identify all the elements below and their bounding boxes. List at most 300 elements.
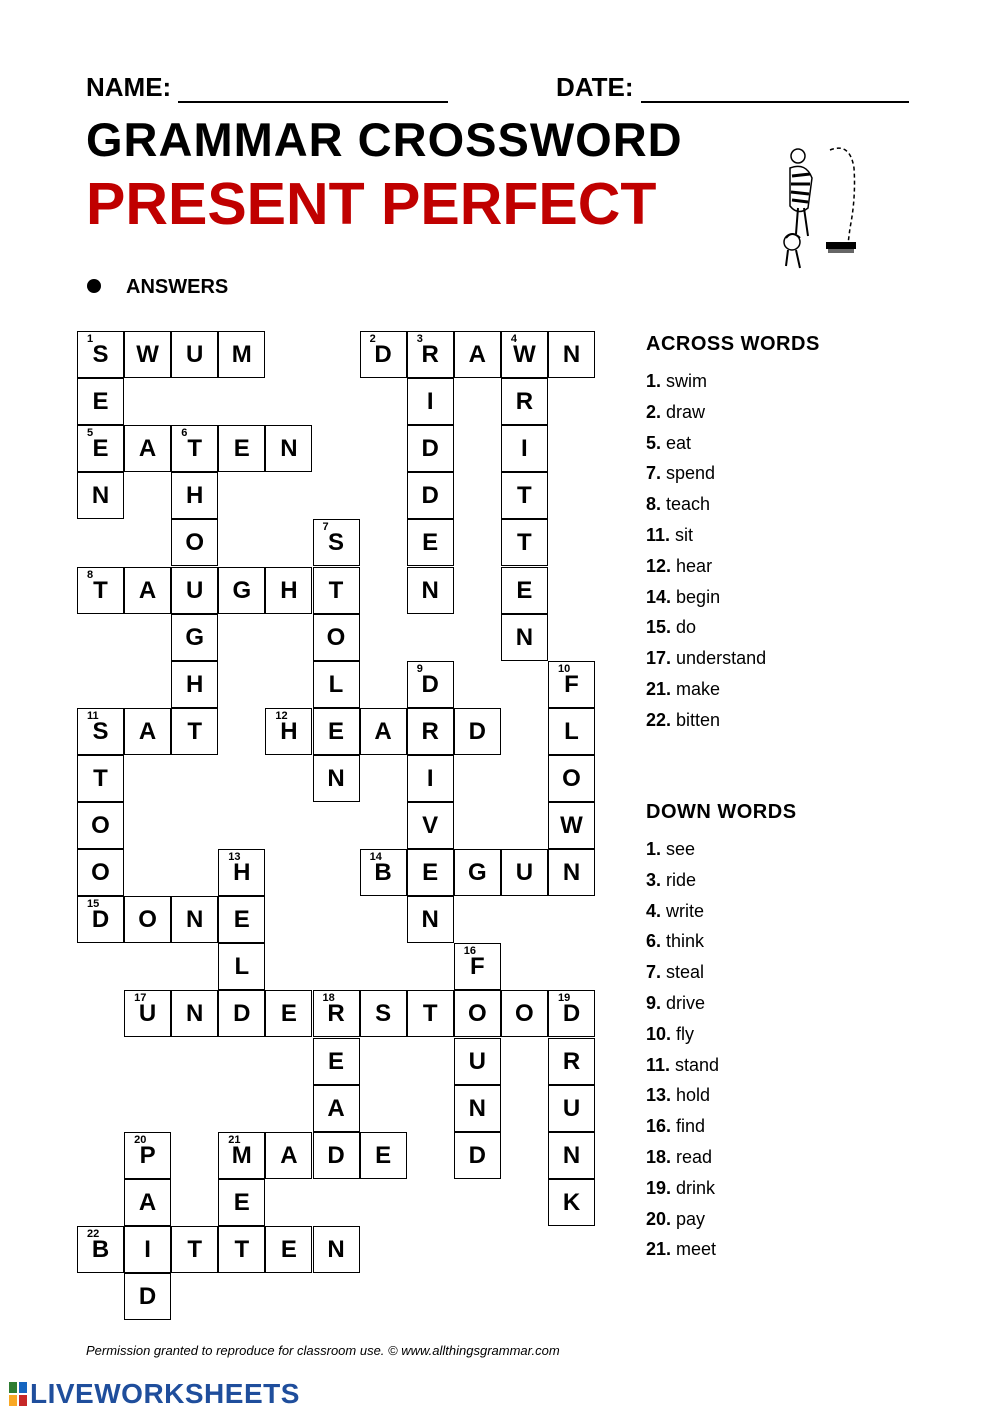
clue-item bbox=[646, 834, 797, 865]
crossword-cell[interactable] bbox=[548, 802, 595, 849]
cell-letter: O bbox=[138, 906, 157, 934]
cell-letter: D bbox=[233, 1000, 251, 1028]
crossword-cell[interactable] bbox=[218, 1132, 265, 1179]
crossword-cell[interactable] bbox=[265, 1132, 312, 1179]
clue-item-number: 18. bbox=[646, 1146, 672, 1167]
clue-item-number: 8. bbox=[646, 494, 662, 515]
cell-letter: A bbox=[374, 717, 392, 745]
crossword-cell[interactable] bbox=[171, 1226, 218, 1273]
crossword-cell[interactable] bbox=[265, 1226, 312, 1273]
clue-number: 6 bbox=[181, 427, 188, 440]
cell-letter: R bbox=[421, 717, 439, 745]
cell-letter: E bbox=[516, 576, 533, 604]
cell-letter: A bbox=[138, 1188, 157, 1216]
crossword-cell[interactable] bbox=[407, 519, 454, 566]
clue-item-text: hold bbox=[671, 1085, 711, 1106]
cell-letter: E bbox=[233, 906, 250, 934]
clue-item-text: ride bbox=[661, 869, 697, 890]
crossword-cell[interactable] bbox=[407, 472, 454, 519]
crossword-cell[interactable] bbox=[313, 990, 360, 1037]
crossword-cell[interactable] bbox=[171, 472, 218, 519]
crossword-cell[interactable] bbox=[360, 849, 407, 896]
cell-letter: T bbox=[422, 1000, 438, 1028]
cell-letter: A bbox=[468, 341, 486, 368]
across-heading: ACROSS WORDS bbox=[646, 333, 820, 355]
clue-number: 2 bbox=[369, 333, 376, 345]
cell-letter: T bbox=[187, 717, 203, 745]
cell-letter: H bbox=[280, 717, 298, 745]
clue-item-text: see bbox=[661, 839, 696, 859]
crossword-cell[interactable] bbox=[501, 990, 548, 1037]
crossword-cell[interactable] bbox=[407, 802, 454, 849]
crossword-cell[interactable] bbox=[548, 1179, 595, 1226]
cell-letter: N bbox=[186, 906, 204, 934]
across-list bbox=[646, 366, 820, 736]
cell-letter: G bbox=[467, 859, 487, 887]
cell-letter: M bbox=[231, 1141, 252, 1169]
down-list bbox=[646, 834, 797, 1265]
crossword-cell[interactable] bbox=[548, 990, 595, 1037]
clue-item-number: 21. bbox=[646, 678, 672, 699]
crossword-cell[interactable] bbox=[124, 708, 171, 755]
crossword-cell[interactable] bbox=[171, 331, 218, 378]
crossword-cell[interactable] bbox=[313, 614, 360, 661]
cell-letter: N bbox=[515, 623, 534, 651]
crossword-cell[interactable] bbox=[454, 1085, 501, 1132]
clue-item-number: 22. bbox=[646, 709, 672, 730]
clue-item-text: bitten bbox=[671, 709, 721, 730]
name-field[interactable] bbox=[86, 72, 448, 103]
clue-item-text: begin bbox=[671, 586, 721, 607]
crossword-cell[interactable] bbox=[407, 661, 454, 708]
date-line[interactable] bbox=[641, 79, 909, 103]
name-line[interactable] bbox=[178, 79, 448, 103]
cell-letter: R bbox=[327, 1000, 345, 1028]
clue-number: 15 bbox=[87, 898, 100, 911]
crossword-cell[interactable] bbox=[218, 990, 265, 1037]
clue-item-number: 11. bbox=[646, 524, 671, 545]
down-heading: DOWN WORDS bbox=[646, 801, 797, 823]
crossword-cell[interactable] bbox=[407, 331, 454, 378]
clue-item-text: sit bbox=[670, 524, 694, 545]
clue-item-number: 7. bbox=[646, 463, 662, 484]
crossword-cell[interactable] bbox=[218, 567, 265, 614]
crossword-cell[interactable] bbox=[313, 1226, 360, 1273]
cell-letter: B bbox=[374, 859, 392, 887]
clue-item-number: 15. bbox=[646, 617, 672, 638]
clue-item-text: teach bbox=[661, 494, 711, 515]
clue-item-text: swim bbox=[661, 371, 708, 391]
crossword-cell[interactable] bbox=[548, 331, 595, 378]
crossword-cell[interactable] bbox=[171, 661, 218, 708]
cell-letter: S bbox=[92, 717, 109, 745]
clue-item-text: draw bbox=[661, 401, 706, 422]
cell-letter: D bbox=[327, 1141, 345, 1169]
crossword-cell[interactable] bbox=[77, 425, 124, 472]
cell-letter: R bbox=[562, 1047, 581, 1075]
crossword-cell[interactable] bbox=[313, 708, 360, 755]
cell-letter: W bbox=[136, 341, 159, 368]
crossword-cell[interactable] bbox=[171, 990, 218, 1037]
clue-item-number: 7. bbox=[646, 962, 662, 983]
crossword-cell[interactable] bbox=[407, 708, 454, 755]
clue-item-text: spend bbox=[661, 463, 716, 484]
cell-letter: T bbox=[187, 435, 203, 463]
clue-item-text: find bbox=[671, 1116, 706, 1137]
crossword-cell[interactable] bbox=[77, 708, 124, 755]
crossword-cell[interactable] bbox=[77, 1226, 124, 1273]
crossword-cell[interactable] bbox=[501, 378, 548, 425]
cell-letter: T bbox=[517, 482, 532, 510]
crossword-cell[interactable] bbox=[407, 849, 454, 896]
crossword-cell[interactable] bbox=[454, 849, 501, 896]
clue-item bbox=[646, 582, 820, 613]
clue-item-text: understand bbox=[671, 648, 767, 669]
clue-item-text: read bbox=[671, 1146, 713, 1167]
cell-letter: U bbox=[515, 859, 534, 887]
clue-item bbox=[646, 674, 820, 705]
crossword-cell[interactable] bbox=[218, 331, 265, 378]
crossword-cell[interactable] bbox=[501, 519, 548, 566]
cell-letter: F bbox=[564, 670, 579, 698]
clue-item bbox=[646, 1204, 797, 1235]
cell-letter: H bbox=[280, 576, 298, 604]
cell-letter: O bbox=[562, 764, 581, 792]
cell-letter: T bbox=[187, 1235, 203, 1263]
crossword-cell[interactable] bbox=[548, 661, 595, 708]
crossword-cell[interactable] bbox=[265, 708, 312, 755]
crossword-cell[interactable] bbox=[548, 755, 595, 802]
crossword-cell[interactable] bbox=[501, 567, 548, 614]
crossword-cell[interactable] bbox=[218, 1179, 265, 1226]
clue-item-number: 20. bbox=[646, 1208, 672, 1229]
cell-letter: N bbox=[562, 341, 581, 368]
clue-item bbox=[646, 896, 797, 927]
cell-letter: D bbox=[374, 341, 392, 368]
clue-item-number: 17. bbox=[646, 648, 672, 669]
cell-letter: O bbox=[91, 859, 110, 887]
cell-letter: U bbox=[562, 1094, 581, 1122]
clue-item-text: make bbox=[671, 678, 721, 699]
diver-illustration bbox=[768, 138, 868, 278]
clue-item bbox=[646, 988, 797, 1019]
cell-letter: W bbox=[513, 341, 536, 368]
liveworksheets-logo[interactable] bbox=[8, 1378, 300, 1410]
crossword-cell[interactable] bbox=[548, 1038, 595, 1085]
crossword-cell[interactable] bbox=[124, 567, 171, 614]
cell-letter: A bbox=[138, 717, 157, 745]
cell-letter: R bbox=[515, 388, 534, 416]
cell-letter: E bbox=[422, 529, 439, 557]
crossword-cell[interactable] bbox=[77, 472, 124, 519]
cell-letter: S bbox=[327, 529, 344, 557]
clue-item-text: drive bbox=[661, 992, 706, 1013]
crossword-cell[interactable] bbox=[454, 1038, 501, 1085]
clue-item bbox=[646, 489, 820, 520]
crossword-cell[interactable] bbox=[124, 896, 171, 943]
cell-letter: R bbox=[421, 341, 439, 368]
cell-letter: N bbox=[468, 1094, 486, 1122]
crossword-cell[interactable] bbox=[454, 943, 501, 990]
cell-letter: L bbox=[328, 670, 344, 698]
crossword-cell[interactable] bbox=[501, 331, 548, 378]
crossword-cell[interactable] bbox=[77, 755, 124, 802]
cell-letter: I bbox=[426, 388, 434, 416]
crossword-cell[interactable] bbox=[548, 708, 595, 755]
cell-letter: O bbox=[326, 623, 346, 651]
clue-number: 16 bbox=[463, 945, 477, 958]
cell-letter: U bbox=[186, 341, 204, 368]
clue-number: 11 bbox=[87, 709, 99, 722]
crossword-cell[interactable] bbox=[313, 1132, 360, 1179]
clue-item-text: pay bbox=[671, 1208, 706, 1229]
across-clues bbox=[646, 333, 820, 736]
crossword-cell[interactable] bbox=[265, 425, 312, 472]
clue-item-text: stand bbox=[670, 1054, 720, 1075]
crossword-cell[interactable] bbox=[407, 567, 454, 614]
clue-item-number: 1. bbox=[646, 839, 662, 859]
crossword-cell[interactable] bbox=[171, 519, 218, 566]
clue-item bbox=[646, 865, 797, 896]
crossword-cell[interactable] bbox=[171, 708, 218, 755]
cell-letter: O bbox=[185, 529, 205, 557]
crossword-cell[interactable] bbox=[454, 990, 501, 1037]
cell-letter: L bbox=[564, 717, 579, 745]
crossword-cell[interactable] bbox=[360, 708, 407, 755]
crossword-cell[interactable] bbox=[171, 425, 218, 472]
clue-item-number: 19. bbox=[646, 1177, 672, 1198]
cell-letter: N bbox=[327, 764, 345, 792]
crossword-cell[interactable] bbox=[407, 896, 454, 943]
crossword-cell[interactable] bbox=[171, 567, 218, 614]
cell-letter: E bbox=[280, 1235, 297, 1263]
crossword-cell[interactable] bbox=[77, 331, 124, 378]
page-title: GRAMMAR CROSSWORD bbox=[86, 113, 683, 166]
clue-item bbox=[646, 1111, 797, 1142]
clue-number: 5 bbox=[87, 427, 94, 440]
date-label: DATE: bbox=[556, 72, 634, 102]
crossword-cell[interactable] bbox=[124, 1273, 171, 1320]
footer-permission: Permission granted to reproduce for classroom use. © www.allthingsgrammar.com bbox=[86, 1343, 560, 1358]
cell-letter: E bbox=[280, 1000, 297, 1028]
clue-number: 19 bbox=[558, 992, 571, 1005]
cell-letter: T bbox=[93, 576, 108, 604]
clue-item bbox=[646, 1050, 797, 1081]
cell-letter: A bbox=[138, 576, 157, 604]
crossword-cell[interactable] bbox=[313, 519, 360, 566]
clue-item-text: write bbox=[661, 900, 705, 921]
crossword-cell[interactable] bbox=[407, 425, 454, 472]
crossword-cell[interactable] bbox=[77, 896, 124, 943]
cell-letter: D bbox=[562, 1000, 581, 1028]
crossword-cell[interactable] bbox=[454, 331, 501, 378]
cell-letter: U bbox=[468, 1047, 486, 1075]
cell-letter: D bbox=[138, 1283, 157, 1310]
clue-item bbox=[646, 428, 820, 459]
cell-letter: H bbox=[186, 482, 204, 510]
cell-letter: H bbox=[233, 859, 251, 887]
cell-letter: T bbox=[328, 576, 344, 604]
clue-item bbox=[646, 551, 820, 582]
crossword-cell[interactable] bbox=[124, 331, 171, 378]
cell-letter: N bbox=[186, 1000, 204, 1028]
crossword-cell[interactable] bbox=[360, 990, 407, 1037]
crossword-cell[interactable] bbox=[501, 425, 548, 472]
crossword-cell[interactable] bbox=[218, 1226, 265, 1273]
bullet-icon bbox=[87, 279, 101, 293]
cell-letter: D bbox=[421, 482, 439, 510]
cell-letter: S bbox=[92, 341, 109, 368]
clue-item bbox=[646, 458, 820, 489]
crossword-cell[interactable] bbox=[407, 990, 454, 1037]
crossword-cell[interactable] bbox=[218, 943, 265, 990]
cell-letter: O bbox=[467, 1000, 487, 1028]
cell-letter: N bbox=[421, 906, 439, 934]
cell-letter: L bbox=[234, 953, 250, 981]
clue-item bbox=[646, 1019, 797, 1050]
cell-letter: F bbox=[469, 953, 485, 981]
clue-item-number: 10. bbox=[646, 1023, 672, 1044]
clue-item bbox=[646, 957, 797, 988]
crossword-cell[interactable] bbox=[77, 378, 124, 425]
clue-item-text: drink bbox=[671, 1177, 716, 1198]
cell-letter: E bbox=[422, 859, 439, 887]
crossword-cell[interactable] bbox=[313, 1085, 360, 1132]
crossword-cell[interactable] bbox=[313, 661, 360, 708]
crossword-cell[interactable] bbox=[77, 567, 124, 614]
cell-letter: A bbox=[138, 435, 157, 463]
cell-letter: I bbox=[521, 435, 528, 463]
cell-letter: U bbox=[138, 1000, 157, 1028]
brand-text: LIVEWORKSHEETS bbox=[30, 1378, 300, 1409]
clue-item-text: fly bbox=[671, 1023, 695, 1044]
clue-number: 9 bbox=[416, 662, 423, 675]
clue-item bbox=[646, 643, 820, 674]
crossword-cell[interactable] bbox=[218, 425, 265, 472]
clue-item-number: 11. bbox=[646, 1054, 671, 1075]
clue-number: 7 bbox=[322, 521, 329, 534]
crossword-cell[interactable] bbox=[218, 896, 265, 943]
cell-letter: K bbox=[562, 1188, 581, 1216]
cell-letter: N bbox=[421, 576, 439, 604]
crossword-cell[interactable] bbox=[501, 472, 548, 519]
cell-letter: O bbox=[515, 1000, 534, 1028]
crossword-cell[interactable] bbox=[124, 425, 171, 472]
cell-letter: W bbox=[560, 812, 583, 839]
clue-item-text: think bbox=[661, 931, 705, 952]
cell-letter: M bbox=[231, 341, 252, 368]
crossword-cell[interactable] bbox=[265, 567, 312, 614]
clue-item-text: do bbox=[671, 617, 697, 638]
clue-number: 18 bbox=[322, 992, 335, 1005]
cell-letter: I bbox=[426, 764, 434, 792]
clue-item-text: steal bbox=[661, 962, 705, 983]
down-clues bbox=[646, 801, 797, 1265]
cell-letter: D bbox=[468, 1141, 486, 1169]
crossword-cell[interactable] bbox=[454, 1132, 501, 1179]
cell-letter: D bbox=[468, 717, 486, 745]
clue-item-text: eat bbox=[661, 432, 692, 453]
clue-item-number: 12. bbox=[646, 555, 672, 576]
cell-letter: E bbox=[92, 435, 109, 463]
cell-letter: P bbox=[139, 1141, 156, 1169]
cell-letter: N bbox=[91, 482, 110, 510]
clue-item-number: 2. bbox=[646, 401, 662, 422]
crossword-cell[interactable] bbox=[77, 802, 124, 849]
clue-number: 22 bbox=[87, 1227, 100, 1240]
crossword-cell[interactable] bbox=[407, 755, 454, 802]
clue-item bbox=[646, 366, 820, 397]
cell-letter: E bbox=[233, 1188, 250, 1216]
crossword-cell[interactable] bbox=[548, 1132, 595, 1179]
crossword-cell[interactable] bbox=[77, 849, 124, 896]
name-label: NAME: bbox=[86, 72, 172, 102]
cell-letter: G bbox=[185, 623, 205, 651]
crossword-cell[interactable] bbox=[171, 614, 218, 661]
clue-item-number: 5. bbox=[646, 432, 662, 453]
page-subtitle: PRESENT PERFECT bbox=[86, 171, 657, 237]
crossword-cell[interactable] bbox=[548, 1085, 595, 1132]
cell-letter: E bbox=[233, 435, 250, 463]
crossword-cell[interactable] bbox=[360, 1132, 407, 1179]
cell-letter: D bbox=[91, 906, 110, 934]
crossword-cell[interactable] bbox=[218, 849, 265, 896]
crossword-cell[interactable] bbox=[501, 849, 548, 896]
crossword-cell[interactable] bbox=[548, 849, 595, 896]
clue-item bbox=[646, 397, 820, 428]
liveworksheets-icon bbox=[8, 1381, 28, 1407]
cell-letter: I bbox=[144, 1235, 151, 1263]
crossword-cell[interactable] bbox=[501, 614, 548, 661]
clue-item-number: 4. bbox=[646, 900, 662, 921]
clue-number: 14 bbox=[369, 851, 382, 864]
clue-item-number: 16. bbox=[646, 1116, 672, 1137]
answers-label: ANSWERS bbox=[126, 276, 229, 298]
crossword-cell[interactable] bbox=[124, 1179, 171, 1226]
cell-letter: A bbox=[327, 1094, 345, 1122]
cell-letter: S bbox=[375, 1000, 392, 1028]
crossword-cell[interactable] bbox=[313, 1038, 360, 1085]
clue-item bbox=[646, 612, 820, 643]
clue-number: 1 bbox=[87, 333, 94, 345]
crossword-cell[interactable] bbox=[265, 990, 312, 1037]
clue-number: 4 bbox=[510, 333, 518, 345]
cell-letter: E bbox=[327, 1047, 344, 1075]
crossword-cell[interactable] bbox=[360, 331, 407, 378]
crossword-cell[interactable] bbox=[313, 567, 360, 614]
crossword-cell[interactable] bbox=[124, 990, 171, 1037]
crossword-cell[interactable] bbox=[124, 1132, 171, 1179]
cell-letter: U bbox=[186, 576, 204, 604]
crossword-cell[interactable] bbox=[124, 1226, 171, 1273]
clue-item-text: meet bbox=[671, 1239, 717, 1260]
crossword-cell[interactable] bbox=[407, 378, 454, 425]
clue-item bbox=[646, 1080, 797, 1111]
clue-number: 8 bbox=[87, 568, 94, 581]
cell-letter: A bbox=[280, 1141, 298, 1169]
clue-number: 10 bbox=[558, 662, 571, 675]
clue-item bbox=[646, 1142, 797, 1173]
cell-letter: N bbox=[562, 1141, 581, 1169]
clue-item-number: 13. bbox=[646, 1085, 672, 1106]
crossword-cell[interactable] bbox=[171, 896, 218, 943]
cell-letter: G bbox=[232, 576, 252, 604]
crossword-cell[interactable] bbox=[454, 708, 501, 755]
clue-item-number: 3. bbox=[646, 869, 662, 890]
clue-item-text: hear bbox=[671, 555, 713, 576]
date-field[interactable] bbox=[556, 72, 909, 103]
crossword-cell[interactable] bbox=[313, 755, 360, 802]
